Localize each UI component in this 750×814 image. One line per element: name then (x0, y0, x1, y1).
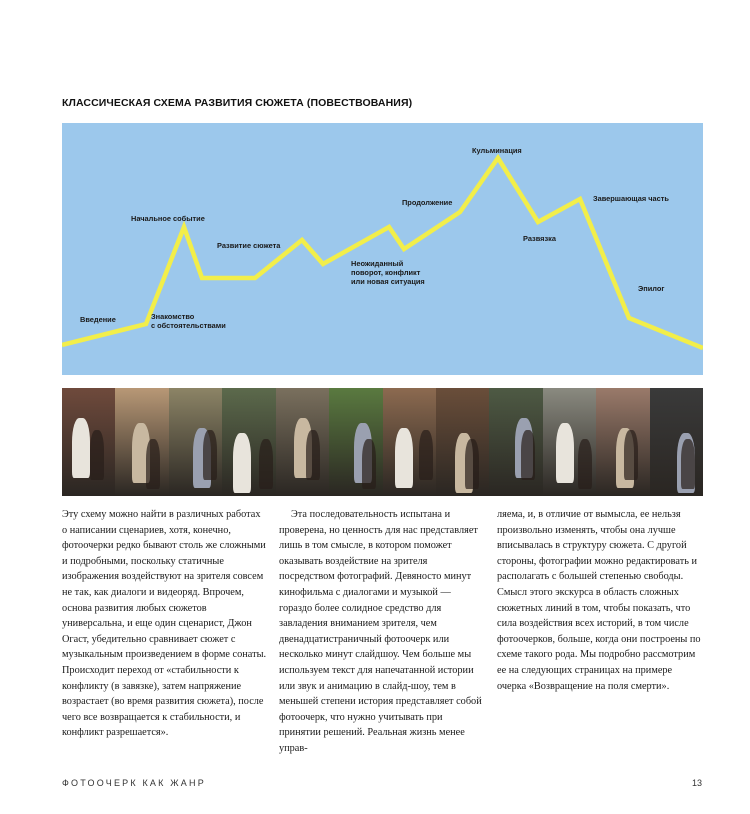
photo-tile (222, 388, 275, 496)
body-paragraph-1: Эту схему можно найти в различных работах о написании сценариев, хотя, конечно, фотоочерки редко бывают столь же сложными и подробными, поскольку статичные изображения воздействуют на зрителя совсем не так, как диалоги и видеоряд. Впрочем, основа развития любых сюжетов универсальна, и еще один сценарист, Джон Огаст, убедительно сравнивает сюжет с музыкальным произведением в форме сонаты. Происходит переход от «стабильности к конфликту (в завязке), затем напряжение возрастает (во время развития сюжета), после чего все возвращается к стабильности, и конфликт разрешается». (62, 509, 267, 739)
photo-figure (465, 439, 479, 489)
photo-figure (259, 439, 273, 489)
page-number: 13 (691, 778, 702, 788)
photo-tile (329, 388, 382, 496)
photo-strip (62, 388, 703, 496)
photo-figure (681, 439, 695, 489)
label-twist-line1: Неожиданный (351, 259, 404, 268)
label-epilogue: Эпилог (638, 284, 665, 293)
photo-tile (169, 388, 222, 496)
photo-tile (596, 388, 649, 496)
photo-figure (624, 430, 638, 480)
photo-tile (543, 388, 596, 496)
photo-figure (578, 439, 592, 489)
label-final-part: Завершающая часть (593, 194, 669, 203)
photo-tile (383, 388, 436, 496)
photo-tile (650, 388, 703, 496)
photo-tile (436, 388, 489, 496)
photo-figure (556, 423, 574, 483)
label-inciting-incident: Начальное событие (131, 214, 205, 223)
photo-figure (419, 430, 433, 480)
photo-figure (306, 430, 320, 480)
label-twist-line2: поворот, конфликт (351, 268, 421, 277)
label-exposition-line2: с обстоятельствами (151, 321, 226, 330)
section-title: КЛАССИЧЕСКАЯ СХЕМА РАЗВИТИЯ СЮЖЕТА (ПОВЕСТВОВАНИЯ) (62, 97, 413, 109)
photo-figure (203, 430, 217, 480)
photo-figure (362, 439, 376, 489)
footer-section-title: ФОТООЧЕРК КАК ЖАНР (62, 778, 206, 788)
story-arc-svg (62, 123, 703, 375)
photo-figure (395, 428, 413, 488)
story-arc-chart (62, 123, 703, 375)
label-twist-line3: или новая ситуация (351, 277, 425, 286)
label-continuation: Продолжение (402, 198, 453, 207)
label-rising-action: Развитие сюжета (217, 241, 281, 250)
body-paragraph-3: ляема, и, в отличие от вымысла, ее нельзя произвольно изменять, чтобы она лучше вписывалась в структуру сюжета. С другой стороны, фотографии можно редактировать и располагать с большей степенью свободы. Смысл этого экскурса в область сложных сюжетных линий в том, чтобы показать, что сила воздействия всех историй, в том числе фотоочерков, больше, когда они построены по схеме такого рода. Мы подробно рассмотрим ее на следующих страницах на примере очерка «Возвращение на поля смерти». (497, 509, 701, 692)
body-column-3 (497, 507, 702, 694)
label-denouement: Развязка (523, 234, 556, 243)
photo-figure (146, 439, 160, 489)
photo-figure (233, 433, 251, 493)
photo-figure (72, 418, 90, 478)
label-climax: Кульминация (472, 146, 522, 155)
body-column-2 (279, 507, 484, 757)
photo-tile (489, 388, 542, 496)
chart-background (62, 123, 703, 375)
photo-figure (90, 430, 104, 480)
label-introduction: Введение (80, 315, 116, 324)
body-paragraph-2: Эта последовательность испытана и проверена, но ценность для нас представляет лишь в том смысле, в котором поможет оказывать воздействие на зрителя посредством фотографий. Девяносто минут кинофильма с диалогами и музыкой — гораздо более солидное средство для завладения вниманием зрителя, чем двенадцатистраничный фотоочерк или несколько минут слайдшоу. Чем больше мы используем текст для напечатанной истории или звук и анимацию в слайд-шоу, тем в меньшей степени история представляет собой фотоочерк, что нужно учитывать при принятии решений. Реальная жизнь менее управ- (279, 509, 482, 754)
label-exposition-line1: Знакомство (151, 312, 195, 321)
photo-tile (115, 388, 168, 496)
body-column-1 (62, 507, 267, 741)
photo-tile (62, 388, 115, 496)
photo-figure (521, 430, 535, 480)
photo-tile (276, 388, 329, 496)
